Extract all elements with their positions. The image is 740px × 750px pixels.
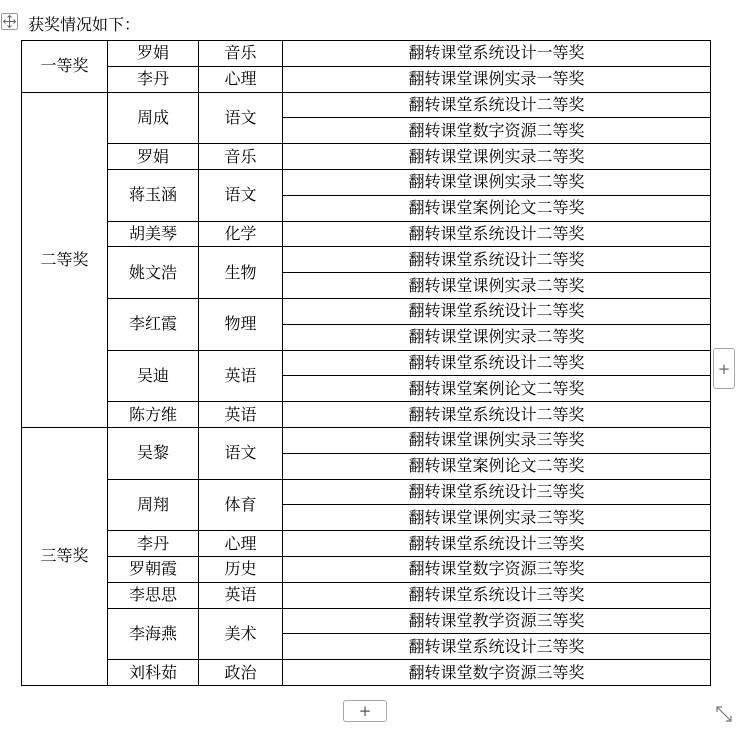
award-cell: 翻转课堂系统设计三等奖	[283, 582, 711, 608]
name-cell: 周翔	[108, 479, 199, 531]
subject-cell: 英语	[199, 350, 283, 402]
award-cell: 翻转课堂数字资源二等奖	[283, 118, 711, 144]
add-row-button[interactable]: +	[343, 700, 387, 722]
name-cell: 胡美琴	[108, 221, 199, 247]
award-cell: 翻转课堂系统设计一等奖	[283, 41, 711, 67]
award-cell: 翻转课堂系统设计三等奖	[283, 479, 711, 505]
award-cell: 翻转课堂数字资源三等奖	[283, 660, 711, 686]
award-cell: 翻转课堂案例论文二等奖	[283, 195, 711, 221]
table-row	[22, 66, 711, 92]
award-cell: 翻转课堂课例实录二等奖	[283, 273, 711, 299]
subject-cell: 语文	[199, 92, 283, 144]
table-row	[22, 92, 711, 118]
award-cell: 翻转课堂案例论文二等奖	[283, 453, 711, 479]
award-cell: 翻转课堂系统设计二等奖	[283, 350, 711, 376]
resize-arrow-icon	[712, 702, 736, 726]
name-cell: 李思思	[108, 582, 199, 608]
name-cell: 蒋玉涵	[108, 169, 199, 221]
table-row	[22, 582, 711, 608]
name-cell: 李海燕	[108, 608, 199, 660]
name-cell: 吴迪	[108, 350, 199, 402]
table-row	[22, 298, 711, 324]
award-cell: 翻转课堂数字资源三等奖	[283, 556, 711, 582]
name-cell: 罗朝霞	[108, 556, 199, 582]
subject-cell: 体育	[199, 479, 283, 531]
table-row	[22, 531, 711, 557]
awards-table-body	[22, 41, 711, 686]
table-row	[22, 221, 711, 247]
table-row	[22, 247, 711, 273]
award-cell: 翻转课堂课例实录三等奖	[283, 505, 711, 531]
subject-cell: 心理	[199, 66, 283, 92]
table-row	[22, 556, 711, 582]
table-row	[22, 144, 711, 170]
subject-cell: 语文	[199, 169, 283, 221]
heading-text: 获奖情况如下：	[28, 15, 141, 34]
name-cell: 李丹	[108, 531, 199, 557]
name-cell: 周成	[108, 92, 199, 144]
award-cell: 翻转课堂系统设计二等奖	[283, 92, 711, 118]
subject-cell: 英语	[199, 582, 283, 608]
table-row	[22, 608, 711, 634]
award-level-cell: 二等奖	[22, 92, 108, 427]
table-row	[22, 427, 711, 453]
award-cell: 翻转课堂课例实录二等奖	[283, 324, 711, 350]
award-cell: 翻转课堂系统设计二等奖	[283, 402, 711, 428]
table-row	[22, 350, 711, 376]
add-column-button[interactable]: +	[713, 348, 735, 389]
subject-cell: 历史	[199, 556, 283, 582]
award-level-cell: 三等奖	[22, 427, 108, 685]
award-level-cell: 一等奖	[22, 41, 108, 93]
table-row	[22, 169, 711, 195]
name-cell: 罗娟	[108, 144, 199, 170]
table-row	[22, 660, 711, 686]
table-row	[22, 479, 711, 505]
table-row	[22, 41, 711, 67]
name-cell: 罗娟	[108, 41, 199, 67]
award-cell: 翻转课堂教学资源三等奖	[283, 608, 711, 634]
award-cell: 翻转课堂课例实录三等奖	[283, 427, 711, 453]
subject-cell: 语文	[199, 427, 283, 479]
table-resize-handle[interactable]	[712, 702, 736, 726]
award-cell: 翻转课堂系统设计二等奖	[283, 247, 711, 273]
table-move-handle[interactable]	[1, 13, 18, 30]
subject-cell: 美术	[199, 608, 283, 660]
subject-cell: 音乐	[199, 41, 283, 67]
award-cell: 翻转课堂系统设计二等奖	[283, 221, 711, 247]
award-cell: 翻转课堂课例实录二等奖	[283, 144, 711, 170]
name-cell: 李丹	[108, 66, 199, 92]
subject-cell: 物理	[199, 298, 283, 350]
subject-cell: 英语	[199, 402, 283, 428]
name-cell: 李红霞	[108, 298, 199, 350]
table-row	[22, 402, 711, 428]
subject-cell: 音乐	[199, 144, 283, 170]
award-cell: 翻转课堂系统设计三等奖	[283, 634, 711, 660]
name-cell: 陈方维	[108, 402, 199, 428]
awards-table	[21, 40, 711, 686]
name-cell: 刘科茹	[108, 660, 199, 686]
subject-cell: 生物	[199, 247, 283, 299]
award-cell: 翻转课堂课例实录一等奖	[283, 66, 711, 92]
award-cell: 翻转课堂系统设计二等奖	[283, 298, 711, 324]
name-cell: 姚文浩	[108, 247, 199, 299]
award-cell: 翻转课堂案例论文二等奖	[283, 376, 711, 402]
award-cell: 翻转课堂课例实录二等奖	[283, 169, 711, 195]
subject-cell: 政治	[199, 660, 283, 686]
award-cell: 翻转课堂系统设计三等奖	[283, 531, 711, 557]
subject-cell: 心理	[199, 531, 283, 557]
name-cell: 吴黎	[108, 427, 199, 479]
move-arrows-icon	[2, 14, 17, 29]
subject-cell: 化学	[199, 221, 283, 247]
